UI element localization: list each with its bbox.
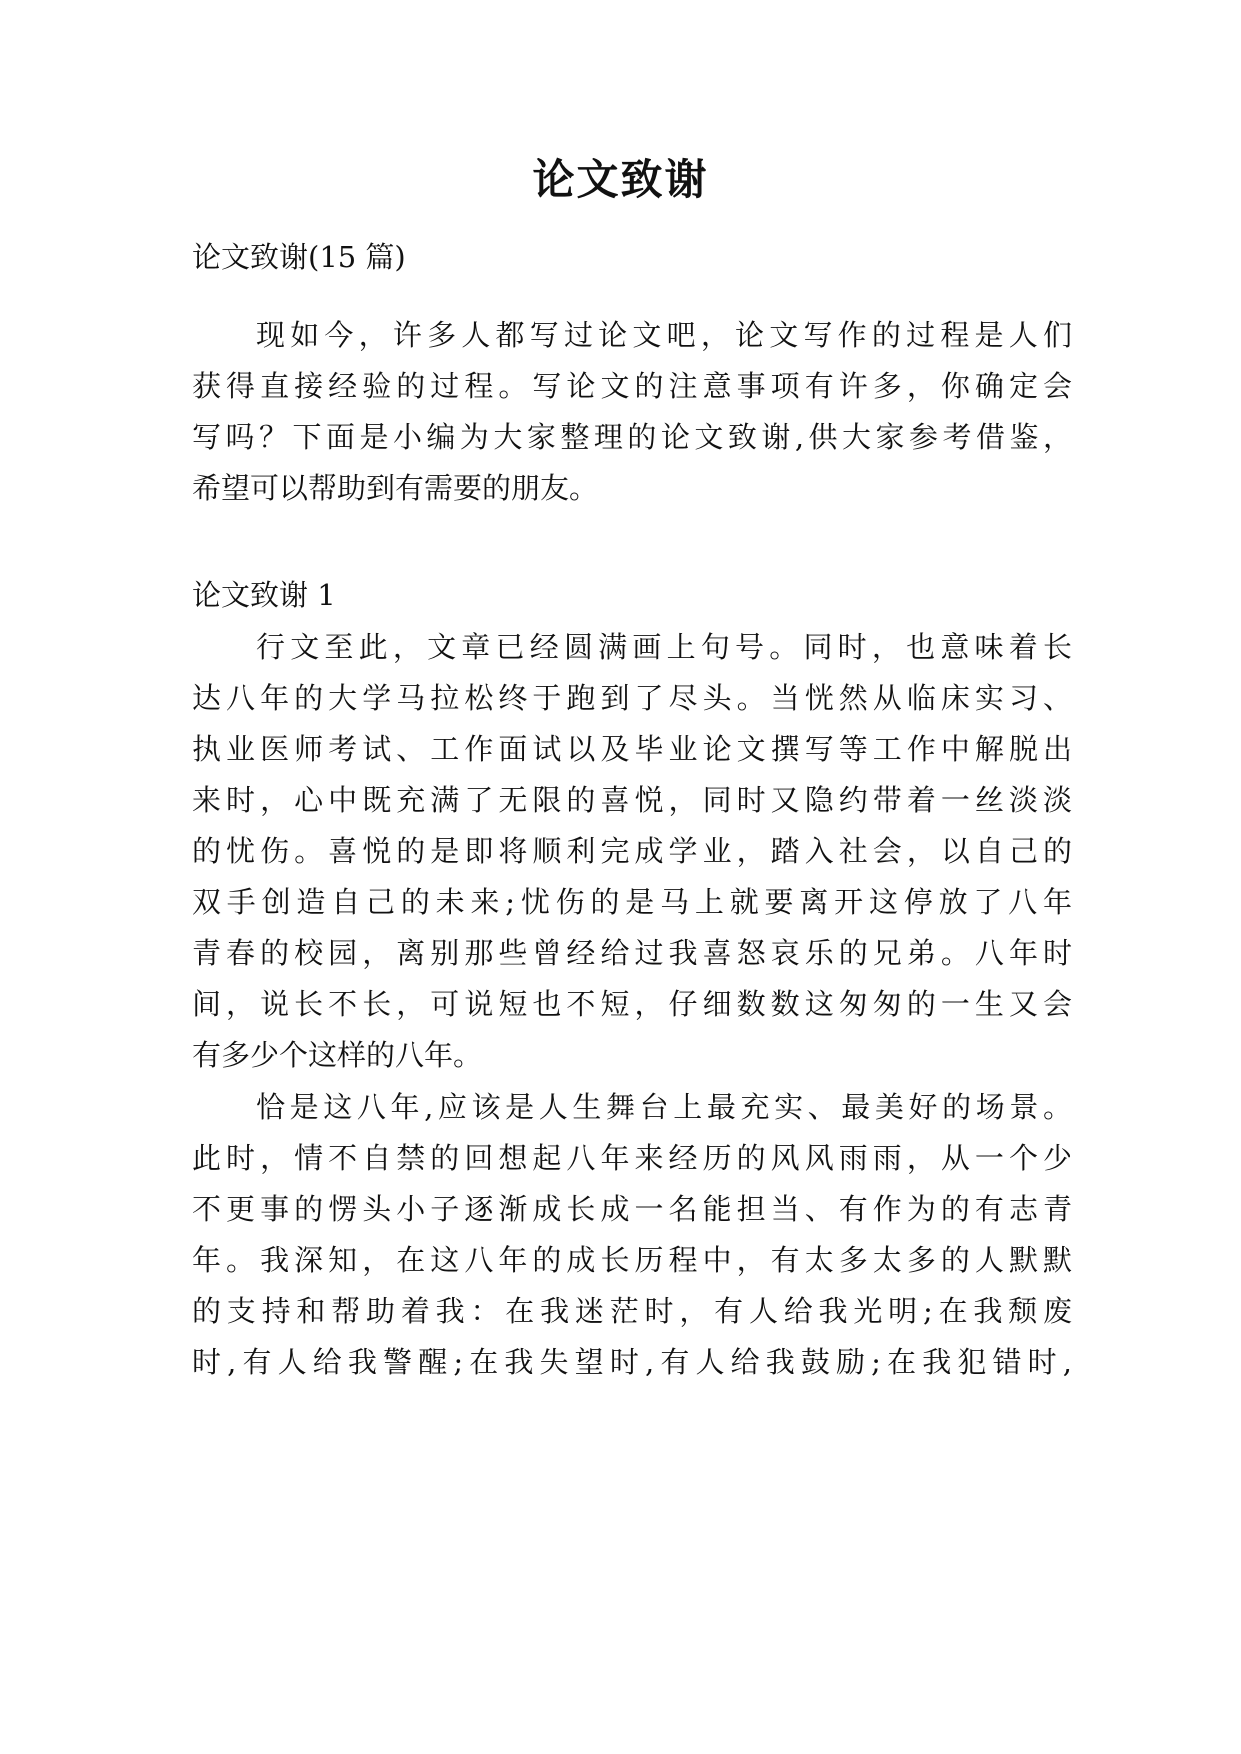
- intro-line: 获得直接经验的过程。写论文的注意事项有许多，你确定会: [192, 369, 1072, 403]
- paragraph-line: 此时，情不自禁的回想起八年来经历的风风雨雨，从一个少: [192, 1141, 1072, 1175]
- paragraph-line: 执业医师考试、工作面试以及毕业论文撰写等工作中解脱出: [192, 732, 1072, 766]
- paragraph-line: 年。我深知，在这八年的成长历程中，有太多太多的人默默: [192, 1243, 1072, 1277]
- document-title: 论文致谢: [532, 155, 709, 204]
- paragraph-line: 行文至此，文章已经圆满画上句号。同时，也意味着长: [256, 630, 1072, 664]
- paragraph-line: 青春的校园，离别那些曾经给过我喜怒哀乐的兄弟。八年时: [192, 936, 1072, 970]
- paragraph-line: 的支持和帮助着我：在我迷茫时，有人给我光明;在我颓废: [192, 1294, 1072, 1328]
- paragraph-line: 间，说长不长，可说短也不短，仔细数数这匆匆的一生又会: [192, 987, 1072, 1021]
- paragraph-line: 的忧伤。喜悦的是即将顺利完成学业，踏入社会，以自己的: [192, 834, 1072, 868]
- paragraph-line: 恰是这八年,应该是人生舞台上最充实、最美好的场景。: [256, 1090, 1072, 1124]
- paragraph-line: 有多少个这样的八年。: [192, 1038, 483, 1072]
- document-subtitle: 论文致谢(15 篇): [192, 240, 406, 274]
- intro-line: 希望可以帮助到有需要的朋友。: [192, 471, 599, 505]
- paragraph-line: 双手创造自己的未来;忧伤的是马上就要离开这停放了八年: [192, 885, 1072, 919]
- intro-line: 写吗？下面是小编为大家整理的论文致谢,供大家参考借鉴，: [192, 420, 1072, 454]
- paragraph-line: 不更事的愣头小子逐渐成长成一名能担当、有作为的有志青: [192, 1192, 1072, 1226]
- intro-line: 现如今，许多人都写过论文吧，论文写作的过程是人们: [256, 318, 1072, 352]
- paragraph-line: 时,有人给我警醒;在我失望时,有人给我鼓励;在我犯错时,: [192, 1345, 1072, 1379]
- section-heading: 论文致谢 1: [192, 578, 336, 612]
- paragraph-line: 达八年的大学马拉松终于跑到了尽头。当恍然从临床实习、: [192, 681, 1072, 715]
- paragraph-line: 来时，心中既充满了无限的喜悦，同时又隐约带着一丝淡淡: [192, 783, 1072, 817]
